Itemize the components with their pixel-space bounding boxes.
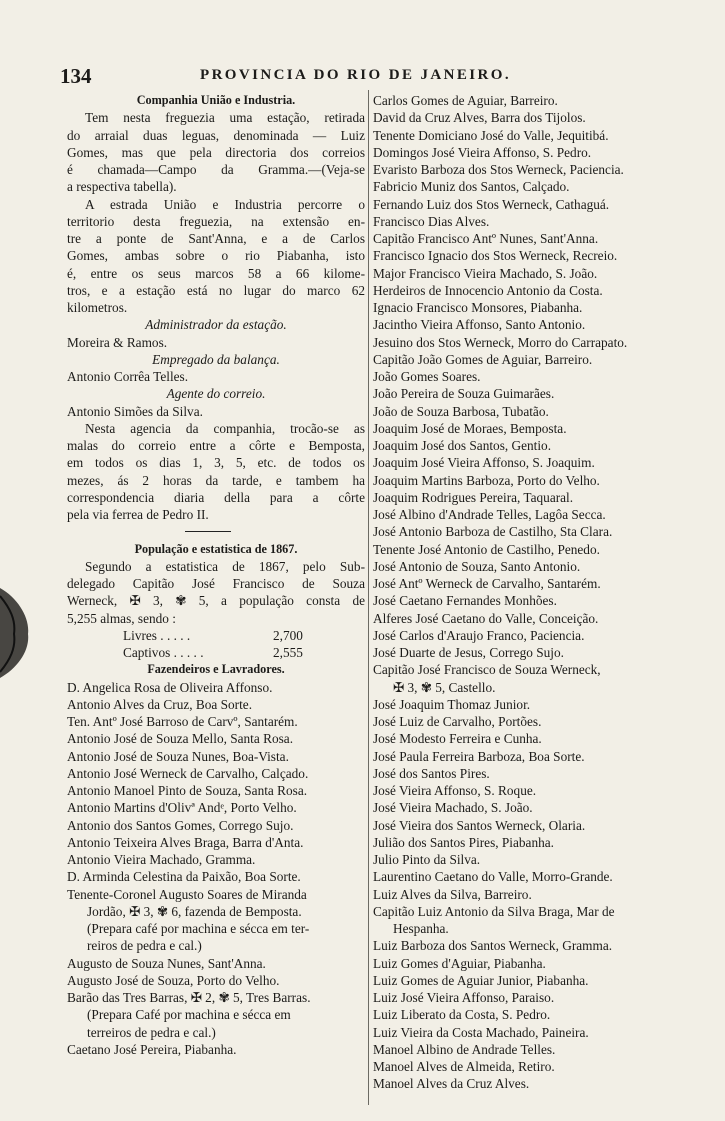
list-item: Alferes José Caetano do Valle, Conceição. [373,610,599,626]
binding-edge-shadow [0,588,34,678]
list-item: Major Francisco Vieira Machado, S. João. [373,265,598,281]
list-item: terreiros de pedra e cal.) [87,1024,216,1040]
list-item: Joaquim José Vieira Affonso, S. Joaquim. [373,455,595,471]
paragraph-line: do arraial duas leguas, denominada — Luiz [67,127,365,143]
list-item: Antonio Alves da Cruz, Boa Sorte. [67,696,253,712]
list-item: Luiz Liberato da Costa, S. Pedro. [373,1007,551,1023]
list-item: Luiz Gomes de Aguiar Junior, Piabanha. [373,972,589,988]
list-item: Capitão Luiz Antonio da Silva Braga, Mar de [373,903,615,919]
paragraph-line: é chamada—Campo da Gramma.—(Veja-se [67,162,365,177]
list-item: José Joaquim Thomaz Junior. [373,696,531,712]
list-item: Jordão, ✠ 3, ✾ 6, fazenda de Bemposta. [87,903,302,919]
paragraph-line: Segundo a estatistica de 1867, pelo Sub- [85,558,365,574]
list-item: Antonio Manoel Pinto de Souza, Santa Rosa. [67,783,308,798]
list-item: Antonio Martins d'Olivª Andᵉ, Porto Velho. [67,800,297,816]
administrator-name: Moreira & Ramos. [67,334,168,350]
list-item: Ten. Antº José Barroso de Carvº, Santarém. [67,714,298,729]
list-item: José Luiz de Carvalho, Portões. [373,714,542,729]
list-item: Antonio Teixeira Alves Braga, Barra d'Anta. [67,834,304,850]
list-item: José Antonio Barboza de Castilho, Sta Clara. [373,524,613,540]
list-item: Evaristo Barboza dos Stos Werneck, Paciencia. [373,162,624,177]
paragraph-line: mezes, ás 2 horas da tarde, e tambem ha [67,472,365,488]
paragraph-line: Werneck, ✠ 3, ✾ 5, a população consta de [67,593,365,609]
paragraph-line: territorio desta freguezia, na extensão en- [67,213,365,229]
list-item: Hespanha. [393,921,449,936]
paragraph-line: Gomes, mas que pela directoria dos correios [67,144,365,160]
paragraph-line: kilometros. [67,300,128,315]
list-item: Capitão João Gomes de Aguiar, Barreiro. [373,351,593,367]
column-divider [368,90,369,1105]
paragraph-line: Tem nesta freguezia uma estação, retirada [85,110,365,126]
empregado-title: Empregado da balança. [152,351,280,367]
paragraph-line: tre a ponte de Sant'Anna, e a de Carlos [67,231,365,246]
list-item: Julio Pinto da Silva. [373,852,481,867]
list-item: José Paula Ferreira Barboza, Boa Sorte. [373,748,585,764]
population-value: 2,555 [273,645,303,660]
list-item: Augusto de Souza Nunes, Sant'Anna. [67,955,266,971]
list-item: Manoel Alves da Cruz Alves. [373,1076,530,1092]
paragraph-line: Gomes, ambas sobre o rio Piabanha, isto [67,248,365,264]
paragraph-line: tros, e a estação está no lugar do marco 62 [67,282,365,298]
list-item: Capitão José Francisco de Souza Werneck, [373,662,601,678]
list-item: José dos Santos Pires. [373,765,490,781]
list-item: Tenente-Coronel Augusto Soares de Miranda [67,886,307,902]
population-row [67,627,365,644]
paragraph-line: correspondencia diaria della para a côrte [67,489,365,505]
list-item: Luiz Alves da Silva, Barreiro. [373,886,532,902]
list-item: Barão das Tres Barras, ✠ 2, ✾ 5, Tres Barras. [67,990,311,1005]
list-item: Carlos Gomes de Aguiar, Barreiro. [373,93,558,108]
list-item: José Modesto Ferreira e Cunha. [373,731,542,747]
list-item: Joaquim José de Moraes, Bemposta. [373,420,567,436]
list-item: José Carlos d'Araujo Franco, Paciencia. [373,627,585,643]
list-item: Antonio José de Souza Mello, Santa Rosa. [67,731,294,747]
population-label: Captivos . . . . . [123,645,204,660]
list-item: Caetano José Pereira, Piabanha. [67,1041,237,1057]
list-item: (Prepara café por machina e sécca em ter- [87,921,310,936]
list-item: Joaquim José dos Santos, Gentio. [373,438,552,453]
list-item: David da Cruz Alves, Barra dos Tijolos. [373,110,586,126]
list-item: José Antonio de Souza, Santo Antonio. [373,558,581,574]
list-item: Antonio José Werneck de Carvalho, Calçado. [67,765,309,781]
left-column [67,92,365,1058]
right-column [373,92,703,1093]
list-item: João de Souza Barbosa, Tubatão. [373,403,549,419]
paragraph-line: a respectiva tabella). [67,179,177,195]
page-header [60,64,660,88]
list-item: Jesuino dos Stos Werneck, Morro do Carrapato. [373,334,628,350]
list-item: José Caetano Fernandes Monhões. [373,593,557,609]
list-item: João Pereira de Souza Guimarães. [373,386,555,402]
administrator-title: Administrador da estação. [145,317,287,333]
list-item: ✠ 3, ✾ 5, Castello. [393,679,496,695]
list-item: Luiz Barboza dos Santos Werneck, Gramma. [373,938,613,954]
paragraph-line: Nesta agencia da companhia, trocão-se as [85,420,365,436]
population-label: Livres . . . . . [123,627,191,643]
list-item: Manoel Albino de Andrade Telles. [373,1041,556,1057]
paragraph-line: é, entre os seus marcos 58 a 66 kilome- [67,265,365,281]
list-item: José Vieira Affonso, S. Roque. [373,783,537,798]
list-item: José Vieira dos Santos Werneck, Olaria. [373,817,586,833]
list-item: Antonio José de Souza Nunes, Boa-Vista. [67,748,289,764]
list-item: Joaquim Martins Barboza, Porto do Velho. [373,472,600,488]
list-item: Fabricio Muniz dos Santos, Calçado. [373,179,570,195]
population-row [67,644,365,661]
paragraph-line: A estrada União e Industria percorre o [85,196,365,212]
list-item: Tenente José Antonio de Castilho, Penedo. [373,541,600,557]
paragraph-line: pela via ferrea de Pedro II. [67,507,209,522]
list-item: José Vieira Machado, S. João. [373,800,533,816]
list-item: Antonio dos Santos Gomes, Corrego Sujo. [67,817,294,833]
list-item: Luiz José Vieira Affonso, Paraiso. [373,990,555,1005]
list-item: Domingos José Vieira Affonso, S. Pedro. [373,144,592,160]
list-item: Antonio Vieira Machado, Gramma. [67,852,256,867]
list-item: Ignacio Francisco Monsores, Piabanha. [373,300,583,315]
list-item: D. Angelica Rosa de Oliveira Affonso. [67,679,273,695]
paragraph-line: 5,255 almas, sendo : [67,610,176,626]
paragraph-line: malas do correio entre a côrte e Bemposta, [67,438,365,453]
population-value: 2,700 [273,627,303,643]
list-item: Jacintho Vieira Affonso, Santo Antonio. [373,317,586,333]
list-item: Manoel Alves de Almeida, Retiro. [373,1059,555,1074]
empregado-name: Antonio Corrêa Telles. [67,369,189,384]
list-item: Augusto José de Souza, Porto do Velho. [67,972,280,988]
list-item: Francisco Dias Alves. [373,213,490,229]
list-item: Luiz Vieira da Costa Machado, Paineira. [373,1024,589,1040]
list-item: Herdeiros de Innocencio Antonio da Costa. [373,282,603,298]
paragraph-line: delegado Capitão José Francisco de Souza [67,576,365,591]
list-item: Fernando Luiz dos Stos Werneck, Cathaguá. [373,196,610,212]
section-heading-populacao: População e estatistica de 1867. [134,541,298,556]
list-item: Julião dos Santos Pires, Piabanha. [373,834,554,850]
list-item: José Antº Werneck de Carvalho, Santarém. [373,576,601,591]
list-item: Joaquim Rodrigues Pereira, Taquaral. [373,489,574,505]
list-item: D. Arminda Celestina da Paixão, Boa Sorte. [67,869,301,885]
list-item: Tenente Domiciano José do Valle, Jequitibá. [373,127,609,143]
running-title: PROVINCIA DO RIO DE JANEIRO. [200,67,511,83]
list-item: Capitão Francisco Antº Nunes, Sant'Anna. [373,231,599,246]
page-number: 134 [60,64,92,88]
list-item: Luiz Gomes d'Aguiar, Piabanha. [373,955,546,971]
section-rule [67,523,365,540]
list-item: reiros de pedra e cal.) [87,938,202,954]
list-item: (Prepara Café por machina e sécca em [87,1007,291,1023]
list-item: José Albino d'Andrade Telles, Lagôa Secca. [373,507,606,522]
agente-name: Antonio Simões da Silva. [67,403,203,419]
section-heading-fazendeiros: Fazendeiros e Lavradores. [147,662,285,677]
agente-title: Agente do correio. [166,386,266,402]
list-item: Francisco Ignacio dos Stos Werneck, Recreio. [373,248,618,264]
section-heading-companhia: Companhia União e Industria. [136,93,296,107]
list-item: José Duarte de Jesus, Corrego Sujo. [373,645,564,660]
list-item: João Gomes Soares. [373,369,481,384]
list-item: Laurentino Caetano do Valle, Morro-Grande. [373,869,613,885]
paragraph-line: em todos os dias 1, 3, 5, etc. de todos os [67,455,365,471]
